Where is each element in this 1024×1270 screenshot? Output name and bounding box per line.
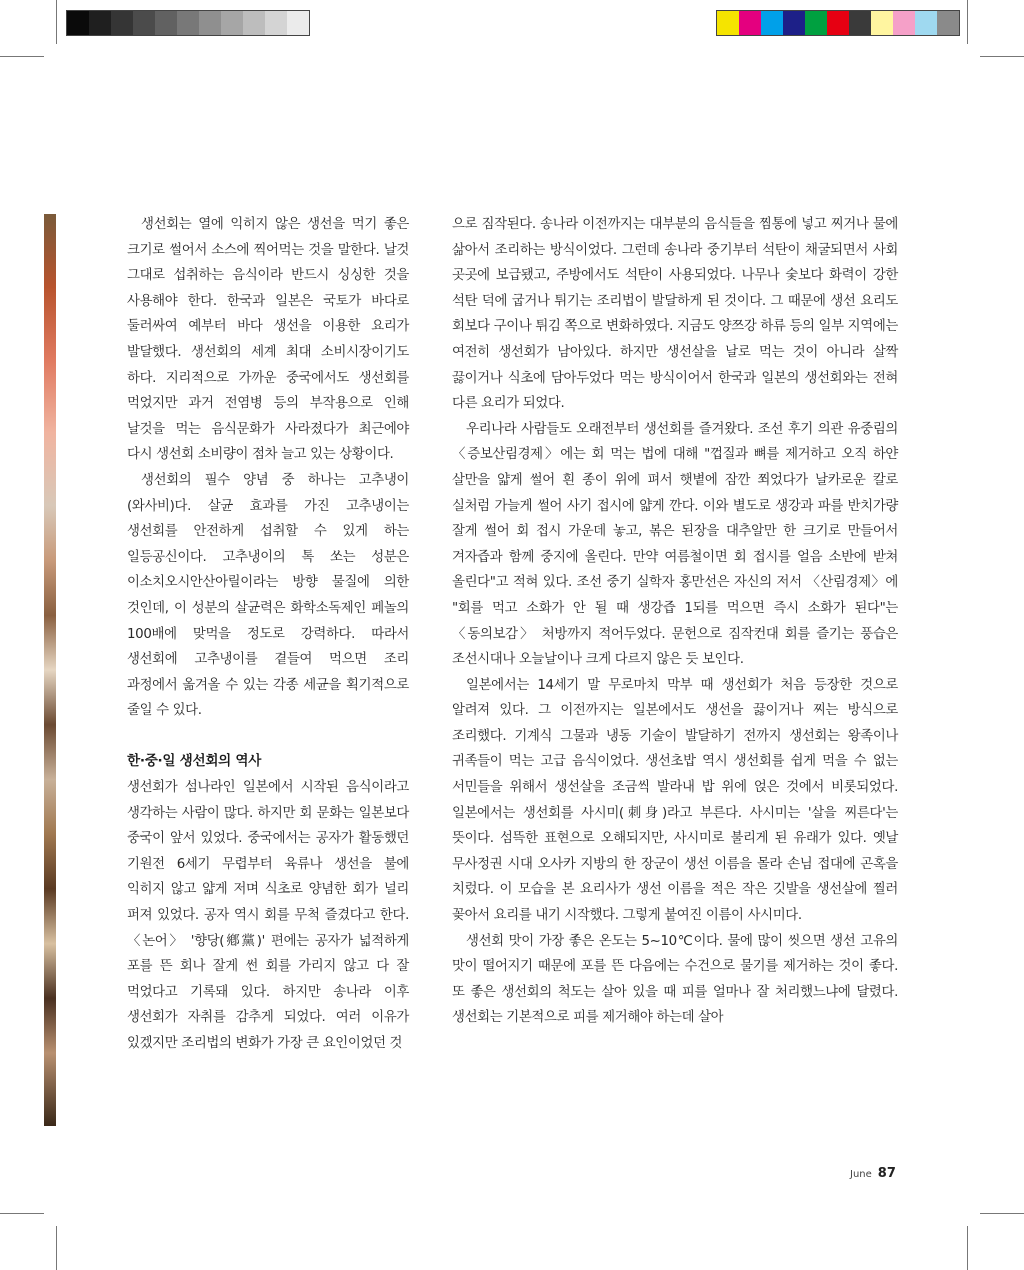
crop-mark-bottom-right-v	[967, 1226, 968, 1270]
paragraph: 우리나라 사람들도 오래전부터 생선회를 즐겨왔다. 조선 후기 의관 유중림의 〈증보산림경제〉에는 회 먹는 법에 대해 "껍질과 뼈를 제거하고 오직 하얀 살만을 얇게 썰어 흰 종이 위에 펴서 햇볕에 잠깐 쬐었다가 날카로운 칼로 실처럼 가늘게 썰어 사기 접시에 얇게 깐다. 이와 별도로 생강과 파를 반치가량 잘게 썰어 회 접시 가운데 놓고, 볶은 된장을 대추알만 한 크기로 만들어서 겨자즙과 함께 중지에 올린다. 만약 여름철이면 회 접시를 얼음 소반에 받쳐 올린다"고 적혀 있다. 조선 중기 실학자 홍만선은 자신의 저서 〈산림경제〉에 "회를 먹고 소화가 안 될 때 생강즙 1되를 먹으면 즉시 소화가 된다"는 〈동의보감〉 처방까지 적어두었다. 문헌으로 짐작컨대 회를 즐기는 풍습은 조선시대나 오늘날이나 크게 다르지 않은 듯 보인다.	[452, 421, 898, 668]
color-swatch	[739, 11, 761, 35]
grayscale-calibration-bar	[66, 10, 310, 36]
folio-month: June	[850, 1169, 872, 1180]
gray-swatch	[155, 11, 177, 35]
page-folio	[850, 1166, 896, 1181]
paragraph: 생선회가 섬나라인 일본에서 시작된 음식이라고 생각하는 사람이 많다. 하지만 회 문화는 일본보다 중국이 앞서 있었다. 중국에서는 공자가 활동했던 기원전 6세기 무렵부터 육류나 생선을 불에 익히지 않고 얇게 저며 식초로 양념한 회가 널리 퍼져 있었다. 공자 역시 회를 무척 즐겼다고 한다. 〈논어〉 '향당(鄕黨)' 편에는 공자가 넓적하게 포를 뜬 회나 잘게 썬 회를 가리지 않고 다 잘 먹었다고 기록돼 있다. 하지만 송나라 이후 생선회가 자취를 감추게 되었다. 여러 이유가 있겠지만 조리법의 변화가 가장 큰 요인이었던 것	[127, 780, 409, 1051]
color-swatch	[761, 11, 783, 35]
page-number: 87	[877, 1166, 896, 1181]
color-swatch	[915, 11, 937, 35]
article-column-left	[127, 212, 409, 1057]
crop-mark-bottom-left	[0, 1213, 44, 1214]
color-swatch	[893, 11, 915, 35]
paragraph: 일본에서는 14세기 말 무로마치 막부 때 생선회가 처음 등장한 것으로 알려져 있다. 그 이전까지는 일본에서도 생선을 끓이거나 찌는 방식으로 조리했다. 기계식 그물과 냉동 기술이 발달하기 전까지 생선회는 왕족이나 귀족들이 먹는 고급 음식이었다. 생선초밥 역시 생선회를 쉽게 먹을 수 없는 서민들을 위해서 생선살을 조금씩 발라내 밥 위에 얹은 것에서 비롯되었다. 일본에서는 생선회를 사시미(刺身)라고 부른다. 사시미는 '살을 찌른다'는 뜻이다. 섬뜩한 표현으로 오해되지만, 사시미로 불리게 된 유래가 있다. 옛날 무사정권 시대 오사카 지방의 한 장군이 생선 이름을 몰라 손님 접대에 곤혹을 치렀다. 이 모습을 본 요리사가 생선 이름을 적은 작은 깃발을 생선살에 찔러 꽂아서 요리를 내기 시작했다. 그렇게 붙여진 이름이 사시미다.	[452, 677, 898, 924]
paragraph: 생선회 맛이 가장 좋은 온도는 5~10℃이다. 물에 많이 씻으면 생선 고유의 맛이 떨어지기 때문에 포를 뜬 다음에는 수건으로 물기를 제거하는 것이 좋다. 또 좋은 생선회의 척도는 살아 있을 때 피를 얼마나 잘 처리했느냐에 달렸다. 생선회는 기본적으로 피를 제거해야 하는데 살아	[452, 933, 898, 1026]
gray-swatch	[177, 11, 199, 35]
color-swatch	[717, 11, 739, 35]
color-swatch	[849, 11, 871, 35]
paragraph: 으로 짐작된다. 송나라 이전까지는 대부분의 음식들을 찜통에 넣고 찌거나 물에 삶아서 조리하는 방식이었다. 그런데 송나라 중기부터 석탄이 채굴되면서 사회 곳곳에 보급됐고, 주방에서도 석탄이 사용되었다. 나무나 숯보다 화력이 강한 석탄 덕에 굽거나 튀기는 조리법이 발달하게 된 것이다. 그 때문에 생선 요리도 회보다 구이나 튀김 쪽으로 변화하였다. 지금도 양쯔강 하류 등의 일부 지역에는 여전히 생선회가 남아있다. 하지만 생선살을 날로 먹는 것이 아니라 살짝 끓이거나 식초에 담아두었다 먹는 방식이어서 한국과 일본의 생선회와는 전혀 다른 요리가 되었다.	[452, 217, 898, 412]
gray-swatch	[199, 11, 221, 35]
gray-swatch	[111, 11, 133, 35]
color-swatch	[871, 11, 893, 35]
gray-swatch	[287, 11, 309, 35]
gray-swatch	[89, 11, 111, 35]
color-swatch	[937, 11, 959, 35]
paragraph: 생선회의 필수 양념 중 하나는 고추냉이(와사비)다. 살균 효과를 가진 고추냉이는 생선회를 안전하게 섭취할 수 있게 하는 일등공신이다. 고추냉이의 톡 쏘는 성분은 이소치오시안산아릴이라는 방향 물질에 의한 것인데, 이 성분의 살균력은 화학소독제인 페놀의 100배에 맞먹을 정도로 강력하다. 따라서 생선회에 고추냉이를 곁들여 먹으면 조리 과정에서 옮겨올 수 있는 각종 세균을 획기적으로 줄일 수 있다.	[127, 472, 409, 719]
crop-mark-top-left	[0, 56, 44, 57]
crop-mark-top-right	[980, 56, 1024, 57]
color-swatch	[783, 11, 805, 35]
gray-swatch	[243, 11, 265, 35]
gray-swatch	[221, 11, 243, 35]
article-column-right	[452, 212, 898, 1031]
crop-mark-bottom-left-v	[56, 1226, 57, 1270]
crop-mark-top-left-v	[56, 0, 57, 44]
gray-swatch	[67, 11, 89, 35]
gray-swatch	[133, 11, 155, 35]
paragraph: 생선회는 열에 익히지 않은 생선을 먹기 좋은 크기로 썰어서 소스에 찍어먹는 것을 말한다. 날것 그대로 섭취하는 음식이라 반드시 싱싱한 것을 사용해야 한다. 한국과 일본은 국토가 바다로 둘러싸여 예부터 바다 생선을 이용한 요리가 발달했다. 생선회의 세계 최대 소비시장이기도 하다. 지리적으로 가까운 중국에서도 생선회를 먹었지만 과거 전염병 등의 부작용으로 인해 날것을 먹는 음식문화가 사라졌다가 최근에야 다시 생선회 소비량이 점차 늘고 있는 상황이다.	[127, 217, 409, 463]
gray-swatch	[265, 11, 287, 35]
color-swatch	[805, 11, 827, 35]
crop-mark-bottom-right	[980, 1213, 1024, 1214]
crop-mark-top-right-v	[967, 0, 968, 44]
photo-edge-strip	[44, 214, 56, 1126]
color-swatch	[827, 11, 849, 35]
section-heading: 한·중·일 생선회의 역사	[127, 753, 262, 770]
color-calibration-bar	[716, 10, 960, 36]
